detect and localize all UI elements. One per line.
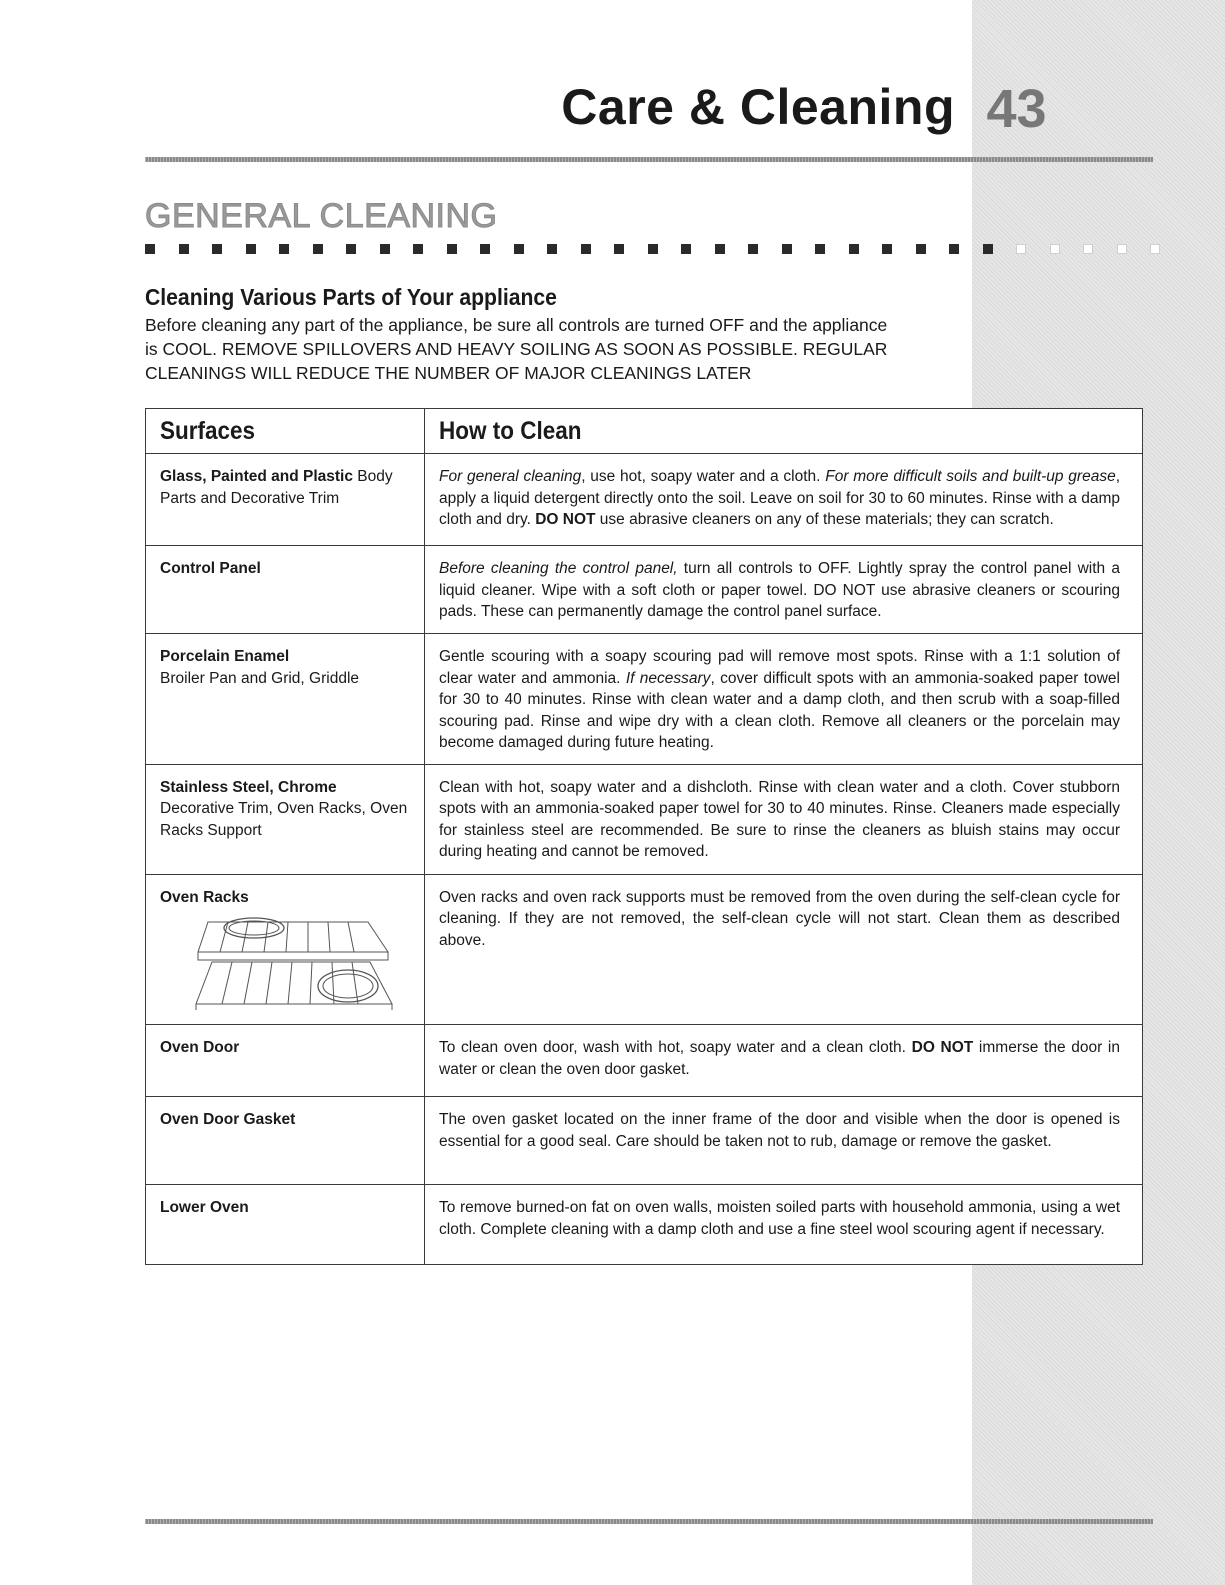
surface-name: Oven Door — [160, 1039, 240, 1056]
table-row — [146, 634, 1143, 765]
table-row — [146, 874, 1143, 1025]
surface-name: Porcelain Enamel — [160, 648, 290, 665]
how-to-clean-cell: To clean oven door, wash with hot, soapy water and a clean cloth. DO NOT immerse the door in water or clean the oven door gasket. — [425, 1025, 1143, 1097]
surface-cell — [146, 1097, 425, 1185]
intro-line: CLEANINGS WILL REDUCE THE NUMBER OF MAJOR CLEANINGS LATER — [145, 363, 752, 383]
surface-detail: Body Parts and Decorative Trim — [160, 468, 393, 507]
footer-rule — [145, 1519, 1153, 1524]
how-to-clean-cell: Oven racks and oven rack supports must be removed from the oven during the self-clean cycle for cleaning. If they are not removed, the self-clean cycle will not start. Clean them as described above. — [425, 874, 1143, 1025]
section-title: GENERAL CLEANING — [145, 197, 498, 235]
page-header — [0, 72, 1225, 152]
table-row — [146, 1025, 1143, 1097]
surface-cell — [146, 764, 425, 874]
table-header-row — [146, 409, 1143, 454]
table-row — [146, 454, 1143, 546]
surface-cell — [146, 1025, 425, 1097]
surface-name: Oven Racks — [160, 888, 249, 906]
table-row — [146, 546, 1143, 634]
surface-cell — [146, 874, 425, 1025]
page-title: Care & Cleaning — [561, 79, 955, 135]
how-to-clean-cell: To remove burned-on fat on oven walls, moisten soiled parts with household ammonia, using a wet cloth. Complete cleaning with a damp cloth and use a fine steel wool scouring agent if necessary. — [425, 1185, 1143, 1265]
square-divider — [145, 244, 1160, 256]
intro-line: Before cleaning any part of the appliance, be sure all controls are turned OFF and the appliance — [145, 315, 888, 335]
page-number: 43 — [986, 79, 1047, 139]
header-rule — [145, 157, 1153, 162]
surface-name: Control Panel — [160, 560, 261, 577]
surface-detail: Broiler Pan and Grid, Griddle — [160, 669, 360, 687]
surface-detail: Decorative Trim, Oven Racks, Oven Racks Support — [160, 800, 408, 839]
cleaning-table — [145, 408, 1143, 1265]
surface-name: Stainless Steel, Chrome — [160, 778, 337, 796]
how-to-clean-cell: Before cleaning the control panel, turn all controls to OFF. Lightly spray the control panel with a liquid cleaner. Wipe with a soft cloth or paper towel. DO NOT use abrasive cleaners or scouring pads. These can permanently damage the control panel surface. — [425, 546, 1143, 634]
table-row — [146, 764, 1143, 874]
column-header-surfaces: Surfaces — [146, 409, 425, 454]
surface-cell — [146, 1185, 425, 1265]
surface-name: Oven Door Gasket — [160, 1111, 296, 1128]
intro-line: is COOL. REMOVE SPILLOVERS AND HEAVY SOILING AS SOON AS POSSIBLE. REGULAR — [145, 339, 888, 359]
surface-cell — [146, 454, 425, 546]
how-to-clean-cell: For general cleaning, use hot, soapy water and a cloth. For more difficult soils and built-up grease, apply a liquid detergent directly onto the soil. Leave on soil for 30 to 60 minutes. Rinse with a damp cloth and dry. DO NOT use abrasive cleaners on any of these materials; they can scratch. — [425, 454, 1143, 546]
how-to-clean-cell: Clean with hot, soapy water and a dishcloth. Rinse with clean water and a cloth. Cover stubborn spots with an ammonia-soaked paper towel for 30 to 40 minutes. Rinse. Cleaners made especially for stainless steel are recommended. Be sure to rinse the cleaners as bluish stains may occur during heating and cannot be removed. — [425, 764, 1143, 874]
how-to-clean-cell: The oven gasket located on the inner frame of the door and visible when the door is opened is essential for a good seal. Care should be taken not to rub, damage or remove the gasket. — [425, 1097, 1143, 1185]
subheading: Cleaning Various Parts of Your appliance — [145, 284, 557, 310]
oven-racks-illustration — [188, 914, 398, 1014]
column-header-how-to-clean: How to Clean — [425, 409, 1143, 454]
surface-cell — [146, 546, 425, 634]
surface-name: Lower Oven — [160, 1199, 249, 1216]
surface-cell — [146, 634, 425, 765]
surface-name: Glass, Painted and Plastic — [160, 468, 353, 485]
intro-paragraph — [145, 313, 960, 385]
table-row — [146, 1185, 1143, 1265]
how-to-clean-cell: Gentle scouring with a soapy scouring pad will remove most spots. Rinse with a 1:1 solution of clear water and ammonia. If necessary, cover difficult spots with an ammonia-soaked paper towel for 30 to 40 minutes. Rinse with clean water and a damp cloth, and then scrub with a soap-filled scouring pad. Rinse and wipe dry with a clean cloth. Remove all cleaners or the porcelain may become damaged during future heating. — [425, 634, 1143, 765]
table-row — [146, 1097, 1143, 1185]
